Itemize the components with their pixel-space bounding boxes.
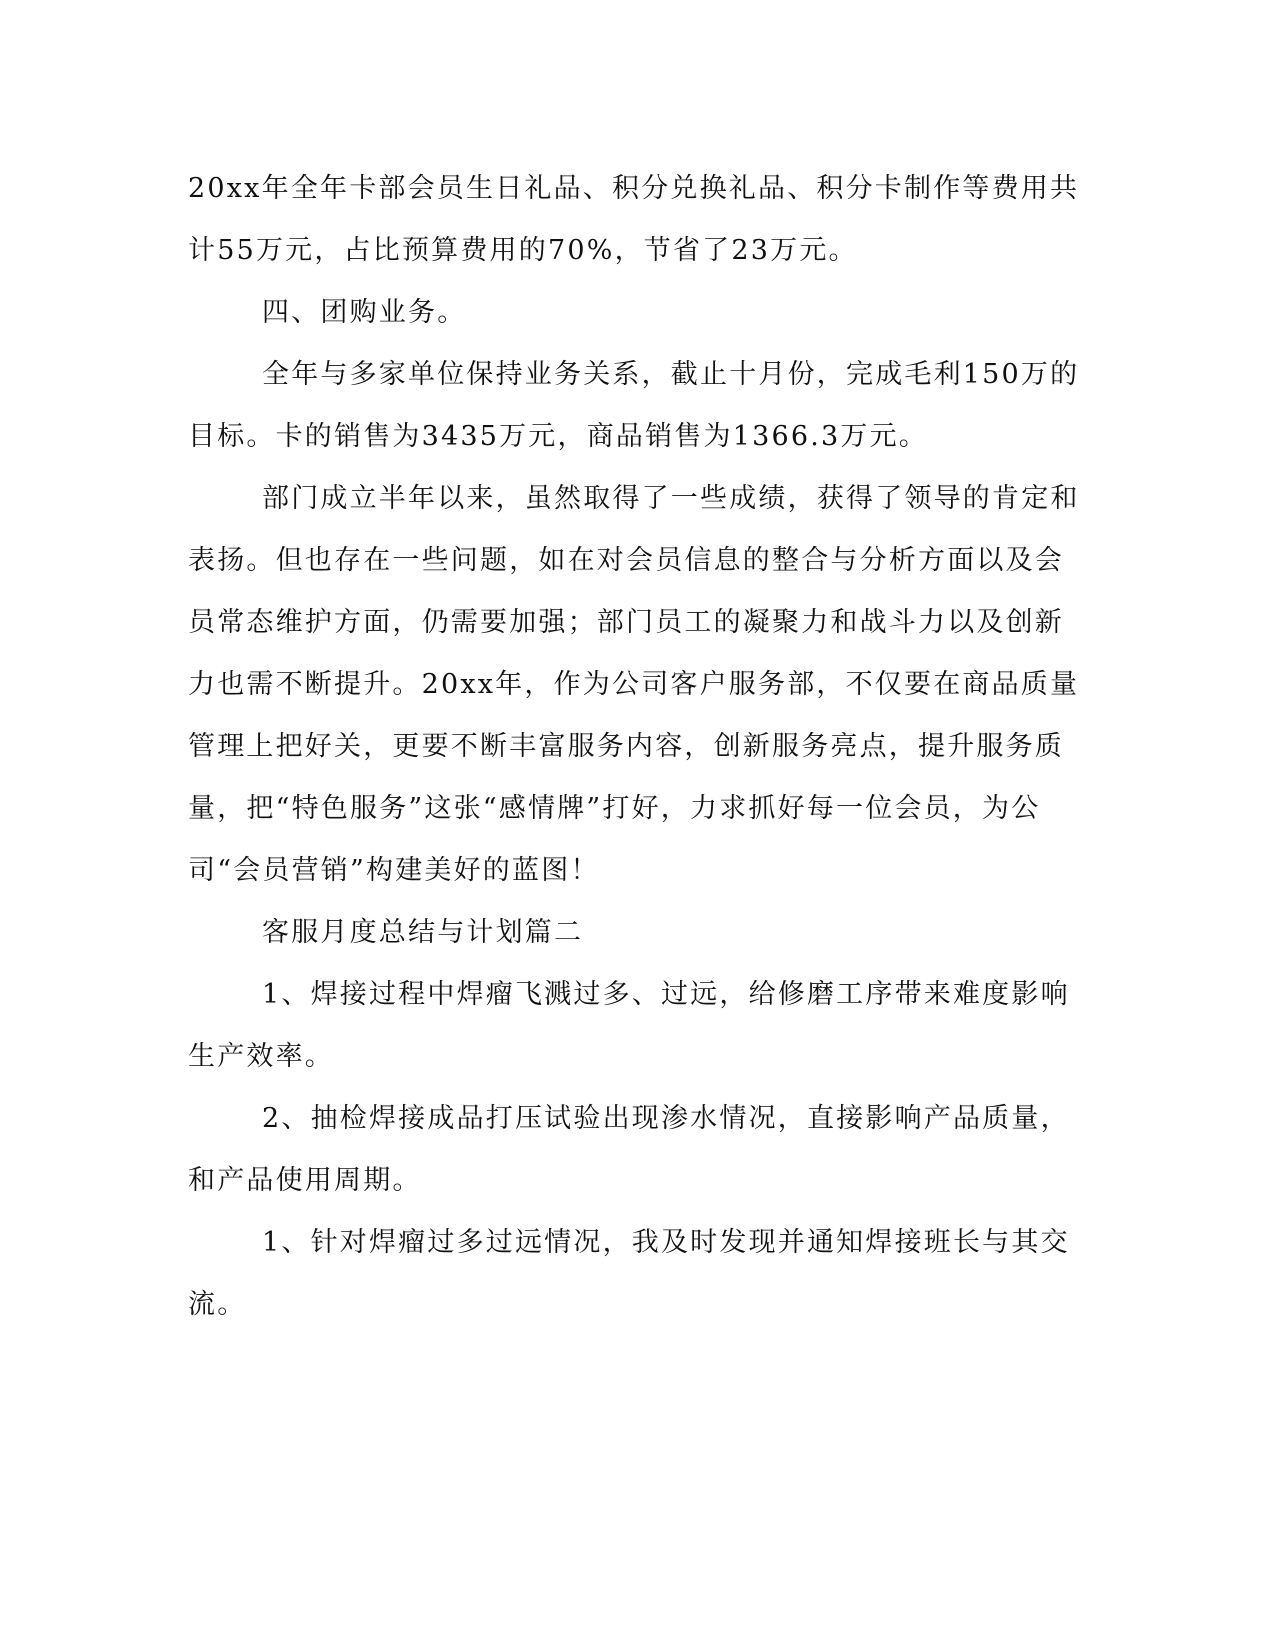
list-item-pressure-test: 2、抽检焊接成品打压试验出现渗水情况，直接影响产品质量，和产品使用周期。	[188, 1103, 1070, 1196]
document-body	[188, 158, 1088, 1336]
paragraph-department-summary: 部门成立半年以来，虽然取得了一些成绩，获得了领导的肯定和表扬。但也存在一些问题，如在对会员信息的整合与分析方面以及会员常态维护方面，仍需要加强；部门员工的凝聚力和战斗力以及创新力也需不断提升。20xx年，作为公司客户服务部，不仅要在商品质量管理上把好关，更要不断丰富服务内容，创新服务亮点，提升服务质量，把“特色服务”这张“感情牌”打好，力求抓好每一位会员，为公司“会员营销”构建美好的蓝图！	[188, 483, 1080, 886]
paragraph-expenses: 20xx年全年卡部会员生日礼品、积分兑换礼品、积分卡制作等费用共计55万元，占比预算费用的70%，节省了23万元。	[188, 173, 1080, 266]
section-heading-part-two: 客服月度总结与计划篇二	[262, 917, 584, 948]
list-item-welding-spatter: 1、焊接过程中焊瘤飞溅过多、过远，给修磨工序带来难度影响生产效率。	[188, 979, 1070, 1072]
paragraph-group-purchase: 全年与多家单位保持业务关系，截止十月份，完成毛利150万的目标。卡的销售为3435万元，商品销售为1366.3万元。	[188, 359, 1080, 452]
list-item-measure: 1、针对焊瘤过多过远情况，我及时发现并通知焊接班长与其交流。	[188, 1227, 1070, 1320]
section-heading-group-purchase: 四、团购业务。	[262, 297, 467, 328]
